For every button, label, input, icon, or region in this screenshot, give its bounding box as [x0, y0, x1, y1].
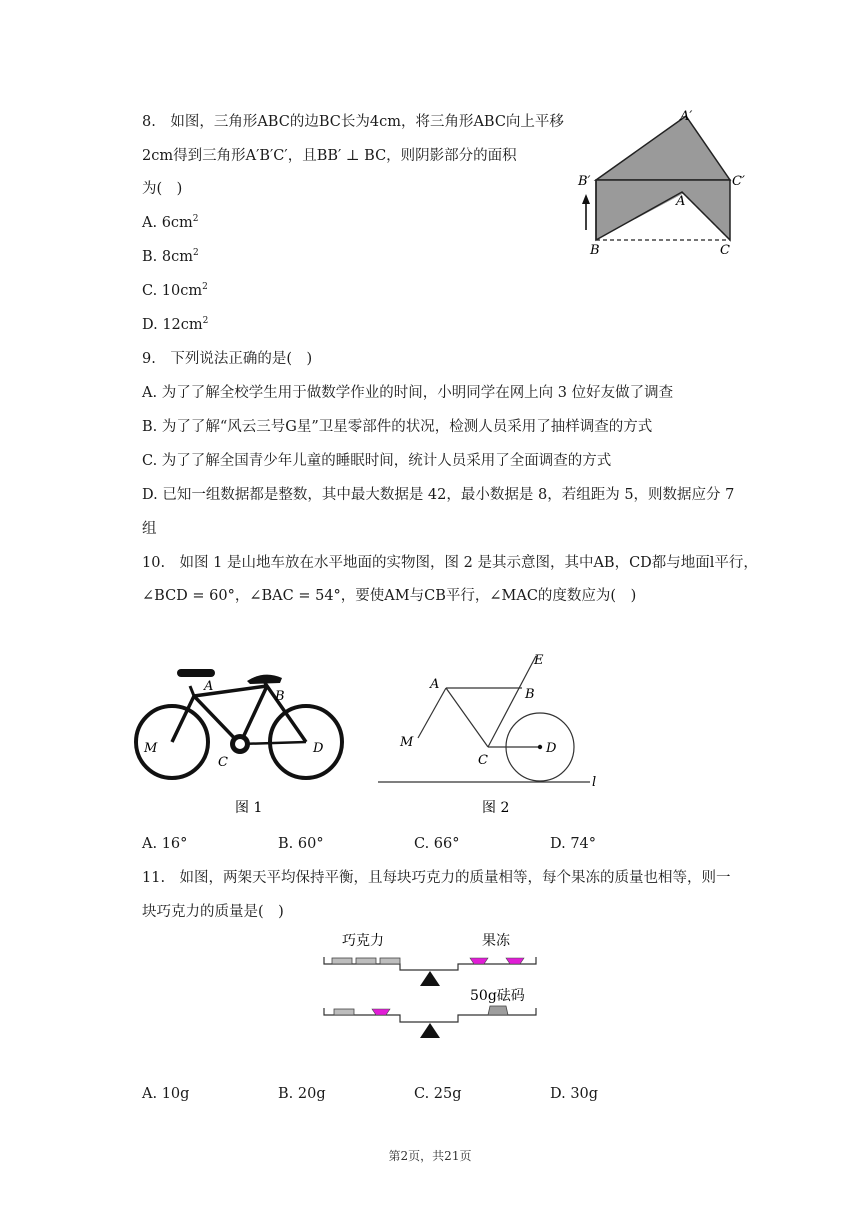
fig2-label-b: B	[525, 687, 535, 702]
q9-stem: 9. 下列说法正确的是( )	[142, 351, 313, 367]
q11-option-a: A. 10g	[142, 1086, 190, 1102]
q11-option-d: D. 30g	[550, 1086, 599, 1102]
q9-option-d-line2: 组	[142, 521, 157, 537]
q8-option-c: C. $10cm^2$	[142, 282, 208, 299]
q8-triangle-figure	[570, 108, 750, 260]
q10-schematic-figure	[372, 646, 612, 826]
q11-option-b: B. 20g	[278, 1086, 326, 1102]
q8-option-a: A. $6cm^2$	[142, 214, 199, 231]
q11-option-c: C. 25g	[414, 1086, 462, 1102]
page-footer: 第2页，共21页	[388, 1149, 472, 1163]
label-a-prime: A′	[680, 109, 693, 124]
q8-stem-line2: 2cm得到三角形A′B′C′，且BB′ ⊥ BC，则阴影部分的面积	[142, 148, 517, 164]
q10-option-a: A. 16°	[142, 836, 188, 852]
fig1-label-m: M	[144, 741, 158, 756]
fig1-label-c: C	[218, 755, 228, 770]
q9-option-d-line1: D. 已知一组数据都是整数，其中最大数据是 42，最小数据是 8，若组距为 5，则数据应分 7	[142, 487, 735, 503]
q8-option-b: B. $8cm^2$	[142, 248, 199, 265]
label-c-prime: C′	[732, 174, 745, 189]
label-b: B	[590, 243, 600, 258]
fig2-label-l: l	[592, 775, 597, 790]
q9-option-a: A. 为了了解全校学生用于做数学作业的时间，小明同学在网上向 3 位好友做了调查	[142, 385, 674, 401]
q11-balance-figure	[320, 928, 545, 1043]
label-a: A	[676, 194, 686, 209]
label-weight: 50g砝码	[470, 988, 525, 1004]
fig2-label-m: M	[400, 735, 414, 750]
fig2-caption: 图 2	[482, 800, 510, 816]
q9-option-c: C. 为了了解全国青少年儿童的睡眠时间，统计人员采用了全面调查的方式	[142, 453, 612, 469]
q11-stem-line2: 块巧克力的质量是( )	[142, 904, 284, 920]
fig2-label-a: A	[430, 677, 440, 692]
fig1-label-d: D	[313, 741, 324, 756]
label-b-prime: B′	[578, 174, 591, 189]
q10-bicycle-photo-figure	[132, 656, 357, 826]
q10-stem-line1: 10. 如图 1 是山地车放在水平地面的实物图，图 2 是其示意图，其中AB，CD都与地面l平行，	[142, 555, 758, 571]
label-jelly: 果冻	[482, 933, 510, 949]
q8-stem-line3: 为( )	[142, 181, 183, 197]
fig1-label-a: A	[204, 679, 214, 694]
fig1-label-b: B	[275, 689, 285, 704]
q10-option-c: C. 66°	[414, 836, 460, 852]
q10-option-d: D. 74°	[550, 836, 597, 852]
q8-option-d: D. $12cm^2$	[142, 316, 209, 333]
label-c: C	[720, 243, 730, 258]
label-chocolate: 巧克力	[342, 933, 384, 949]
fig2-label-e: E	[534, 653, 544, 668]
q11-stem-line1: 11. 如图，两架天平均保持平衡，且每块巧克力的质量相等，每个果冻的质量也相等，则一	[142, 870, 731, 886]
q10-stem-line2: ∠BCD = 60°，∠BAC = 54°，要使AM与CB平行，∠MAC的度数应为( )	[142, 588, 637, 604]
fig2-label-c: C	[478, 753, 488, 768]
q10-option-b: B. 60°	[278, 836, 324, 852]
q9-option-b: B. 为了了解“风云三号G星”卫星零部件的状况，检测人员采用了抽样调查的方式	[142, 419, 653, 435]
fig1-caption: 图 1	[235, 800, 263, 816]
q8-stem-line1: 8. 如图，三角形ABC的边BC长为4cm，将三角形ABC向上平移	[142, 114, 564, 130]
fig2-label-d: D	[546, 741, 557, 756]
